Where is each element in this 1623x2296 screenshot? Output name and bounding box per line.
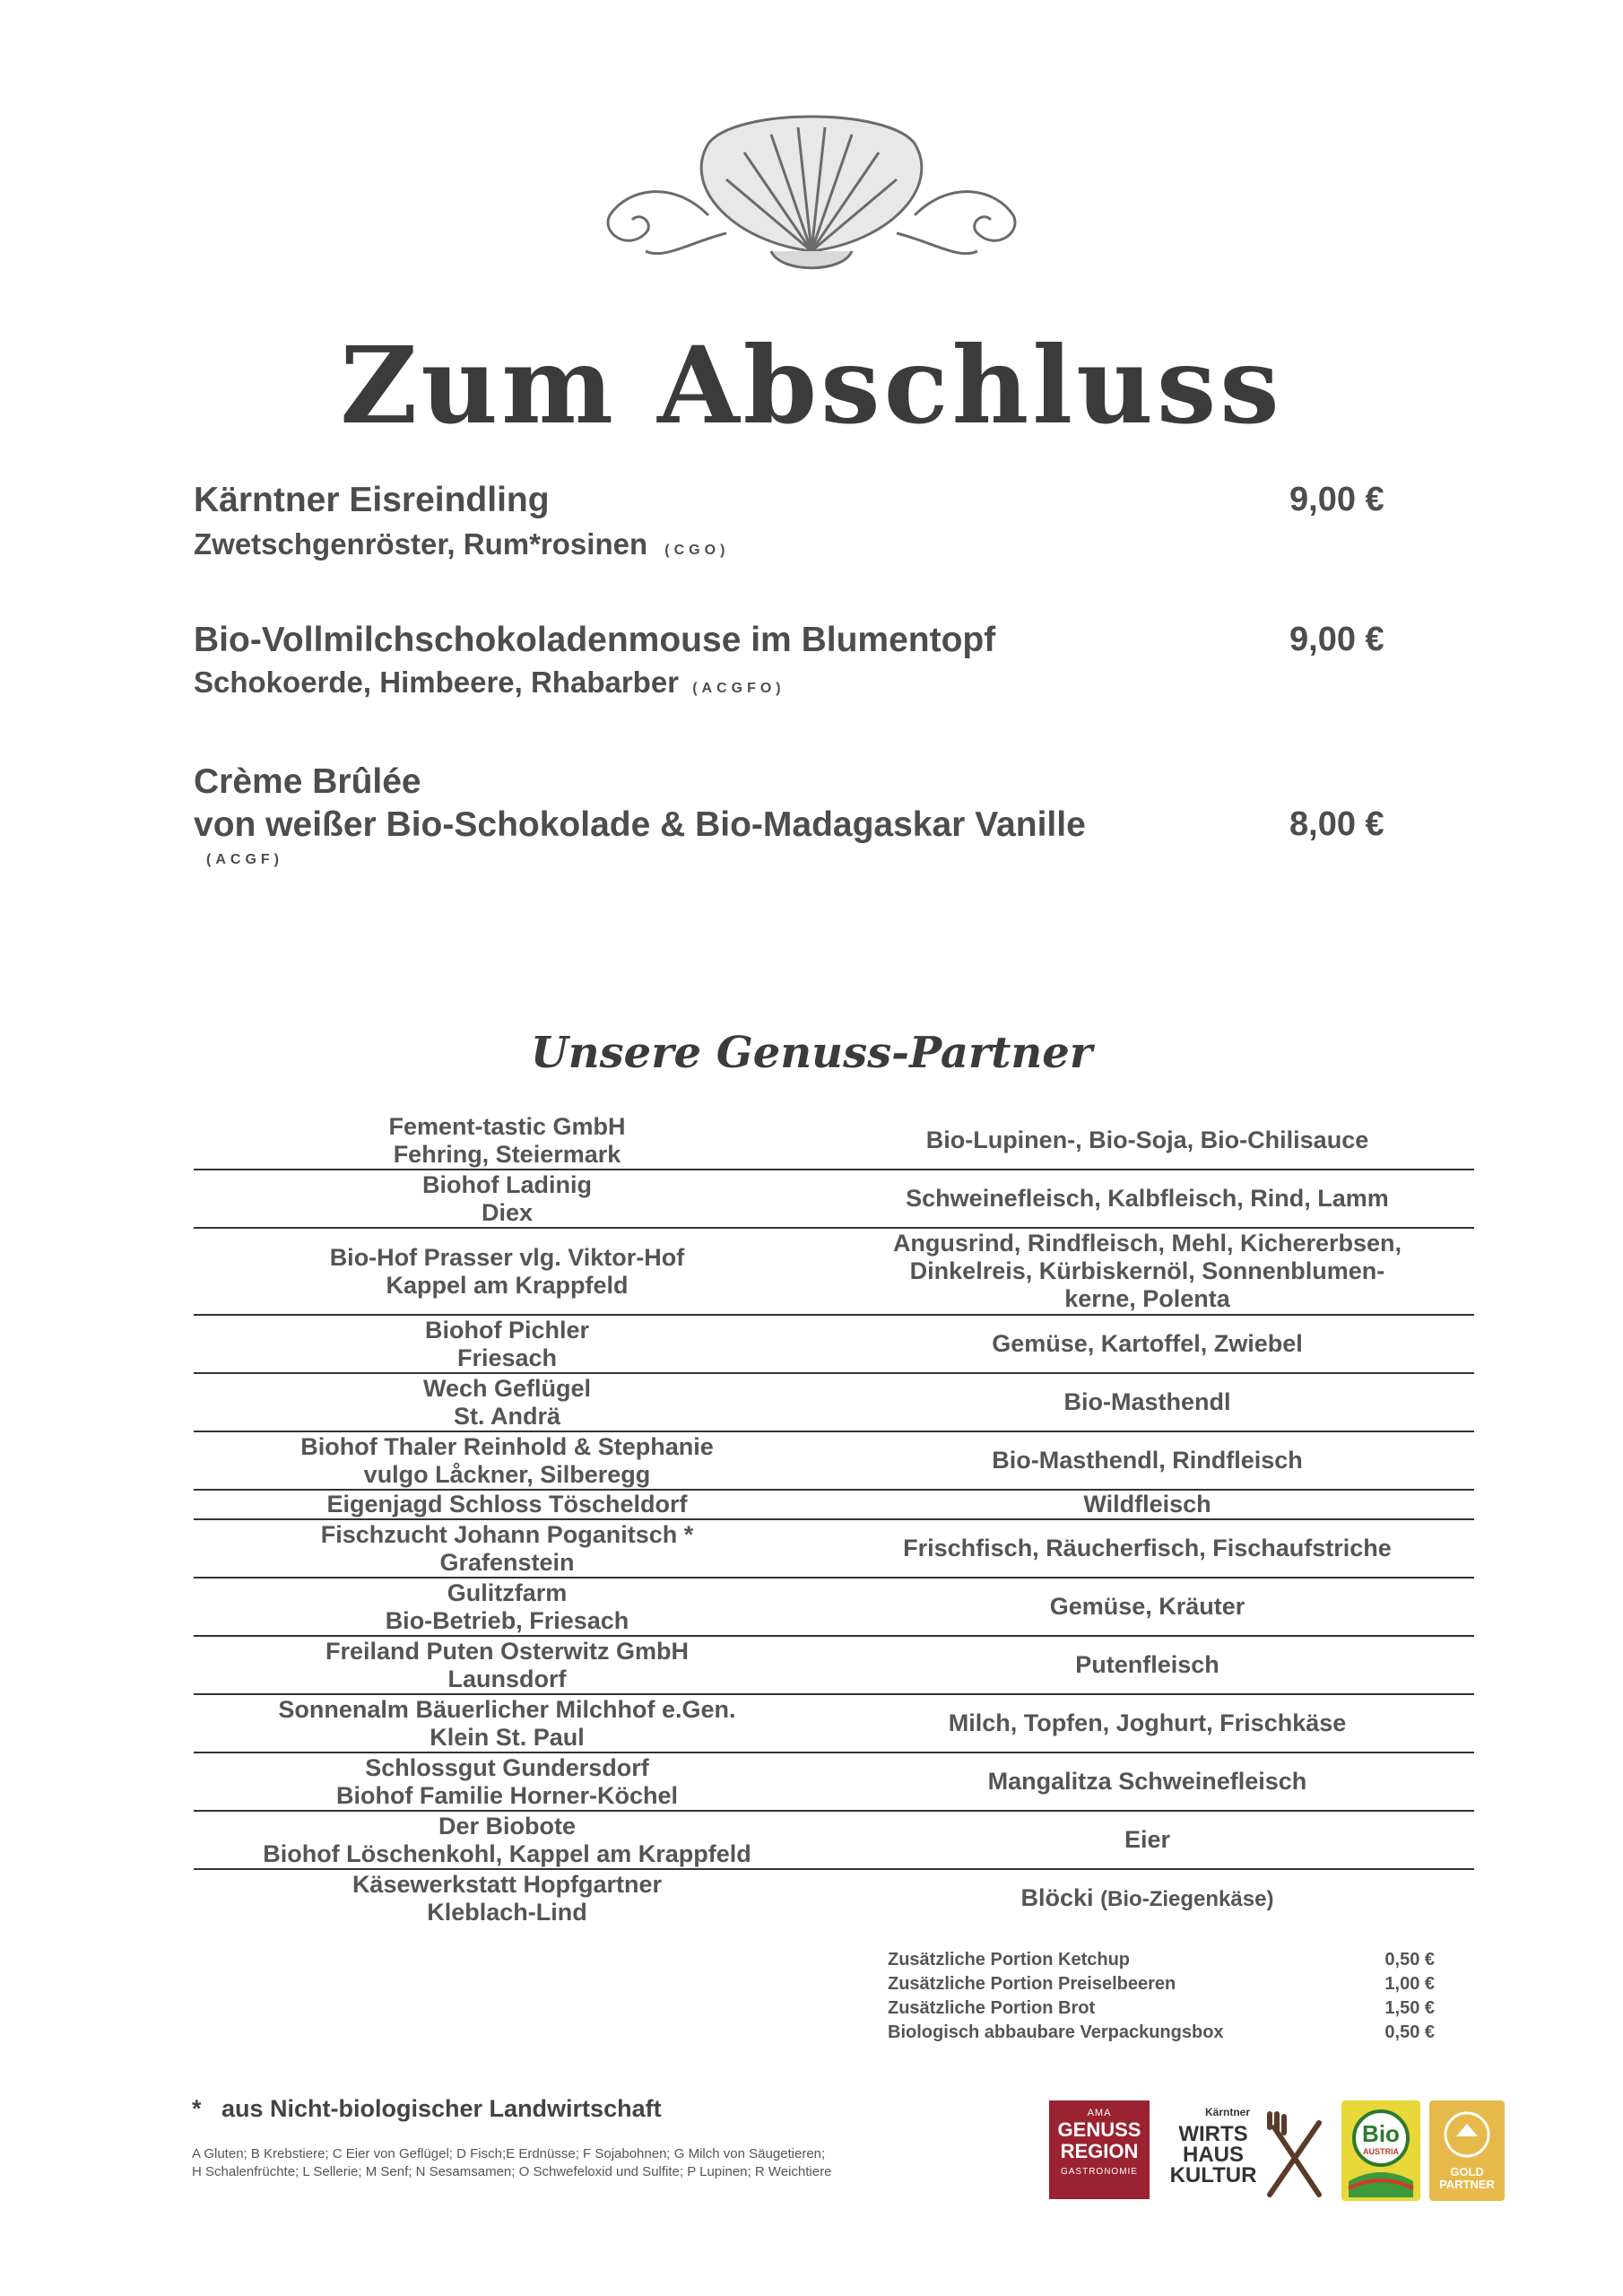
- ama-genuss-region-logo: AMA GENUSS REGION GASTRONOMIE: [1049, 2100, 1150, 2199]
- dish-2-description: [194, 665, 785, 700]
- partner-products: Milch, Topfen, Joghurt, Frischkäse: [820, 1694, 1474, 1752]
- partner-name: Schlossgut Gundersdorf Biohof Familie Horner-Köchel: [194, 1752, 820, 1811]
- allergen-legend: A Gluten; B Krebstiere; C Eier von Geflügel; D Fisch;E Erdnüsse; F Sojabohnen; G Milch von Säugetieren; H Schalenfrüchte; L Sellerie; M Senf; N Sesamsamen; O Schwefeloxid und Sulfite; P Lupinen; R Weichtiere: [192, 2146, 832, 2179]
- partners-heading: Unsere Genuss-Partner: [530, 1028, 1093, 1078]
- dish-2-price: 9,00 €: [1289, 621, 1384, 658]
- list-item: Biologisch abbaubare Verpackungsbox 0,50 €: [888, 2022, 1435, 2042]
- partner-name: Käsewerkstatt Hopfgartner Kleblach-Lind: [352, 1871, 663, 1926]
- list-item: Zusätzliche Portion Preiselbeeren 1,00 €: [888, 1974, 1435, 1994]
- dish-1-description: [194, 527, 729, 561]
- table-row: [194, 1228, 1474, 1315]
- dish-2-allergens: (ACGFO): [692, 681, 785, 696]
- partner-products: Bio-Lupinen-, Bio-Soja, Bio-Chilisauce: [820, 1112, 1474, 1170]
- partner-name: Biohof Ladinig Diex: [194, 1170, 820, 1228]
- footnote: * aus Nicht-biologischer Landwirtschaft: [192, 2095, 662, 2122]
- table-row: [194, 1373, 1474, 1431]
- partner-products: Bio-Masthendl: [820, 1373, 1474, 1431]
- gold-partner-badge: GOLD PARTNER: [1429, 2100, 1505, 2201]
- list-item: Zusätzliche Portion Brot 1,50 €: [888, 1998, 1435, 2018]
- partner-products: Bio-Masthendl, Rindfleisch: [820, 1431, 1474, 1490]
- table-row: [194, 1811, 1474, 1869]
- partner-name: Der Biobote Biohof Löschenkohl, Kappel am Krappfeld: [194, 1811, 820, 1869]
- dish-3-allergens: (ACGF): [206, 852, 283, 867]
- table-row: [194, 1752, 1474, 1811]
- partner-name: Wech Geflügel St. Andrä: [194, 1373, 820, 1431]
- dish-1-allergens: (CGO): [664, 543, 730, 558]
- partner-products: Putenfleisch: [820, 1636, 1474, 1694]
- dish-1-sub: Zwetschgenröster, Rum*rosinen: [194, 527, 648, 561]
- partner-products: Schweinefleisch, Kalbfleisch, Rind, Lamm: [820, 1170, 1474, 1228]
- table-row: [194, 1578, 1474, 1636]
- partner-name: Fischzucht Johann Poganitsch * Grafenstein: [194, 1519, 820, 1578]
- dish-2-name: Bio-Vollmilchschokoladenmouse im Blumentopf: [194, 621, 996, 659]
- table-row: [194, 1636, 1474, 1694]
- partner-products: Blöcki (Bio-Ziegenkäse): [1020, 1884, 1274, 1911]
- partner-name: Biohof Thaler Reinhold & Stephanie vulgo Låckner, Silberegg: [194, 1431, 820, 1490]
- dish-2-sub: Schokoerde, Himbeere, Rhabarber: [194, 665, 680, 699]
- partner-name: Freiland Puten Osterwitz GmbH Launsdorf: [194, 1636, 820, 1694]
- table-row: [194, 1869, 1474, 1927]
- partner-products: Gemüse, Kartoffel, Zwiebel: [820, 1315, 1474, 1373]
- partner-name: Biohof Pichler Friesach: [194, 1315, 820, 1373]
- dish-3-price: 8,00 €: [1289, 805, 1384, 843]
- list-item: Zusätzliche Portion Ketchup 0,50 €: [888, 1950, 1435, 1970]
- partner-name: Gulitzfarm Bio-Betrieb, Friesach: [194, 1578, 820, 1636]
- table-row: [194, 1519, 1474, 1578]
- partner-products: Mangalitza Schweinefleisch: [820, 1752, 1474, 1811]
- dish-1-price: 9,00 €: [1289, 481, 1384, 518]
- partner-name: Sonnenalm Bäuerlicher Milchhof e.Gen. Klein St. Paul: [194, 1694, 820, 1752]
- partner-products: Eier: [820, 1811, 1474, 1869]
- table-row: [194, 1112, 1474, 1170]
- wirtshauskultur-logo: Kärntner WIRTS HAUS KULTUR: [1162, 2102, 1332, 2201]
- page-title: Zum Abschluss: [340, 323, 1283, 448]
- table-row: [194, 1170, 1474, 1228]
- partner-products: Frischfisch, Räucherfisch, Fischaufstriche: [820, 1519, 1474, 1578]
- partner-products: Wildfleisch: [820, 1490, 1474, 1519]
- dish-1-name: Kärntner Eisreindling: [194, 481, 550, 519]
- partner-name: Eigenjagd Schloss Töscheldorf: [194, 1490, 820, 1519]
- table-row: [194, 1694, 1474, 1752]
- cutlery-icon: [1261, 2109, 1332, 2199]
- dish-3-name: Crème Brûlée: [194, 762, 421, 801]
- partner-name: Bio-Hof Prasser vlg. Viktor-Hof Kappel am Krappfeld: [194, 1228, 820, 1315]
- table-row: [194, 1315, 1474, 1373]
- dish-3-sub: von weißer Bio-Schokolade & Bio-Madagaskar Vanille: [194, 805, 1086, 844]
- table-row: [194, 1431, 1474, 1490]
- partner-products: Gemüse, Kräuter: [820, 1578, 1474, 1636]
- bio-austria-logo: Bio AUSTRIA: [1341, 2100, 1420, 2201]
- table-row: [194, 1490, 1474, 1519]
- partner-name: Fement-tastic GmbH Fehring, Steiermark: [194, 1112, 820, 1170]
- partner-products: Angusrind, Rindfleisch, Mehl, Kichererbsen, Dinkelreis, Kürbiskernöl, Sonnenblumen- kerne, Polenta: [820, 1228, 1474, 1315]
- extras-price-list: [888, 1948, 1435, 2045]
- partners-table: [194, 1112, 1474, 1927]
- shell-ornament-icon: [592, 108, 1031, 278]
